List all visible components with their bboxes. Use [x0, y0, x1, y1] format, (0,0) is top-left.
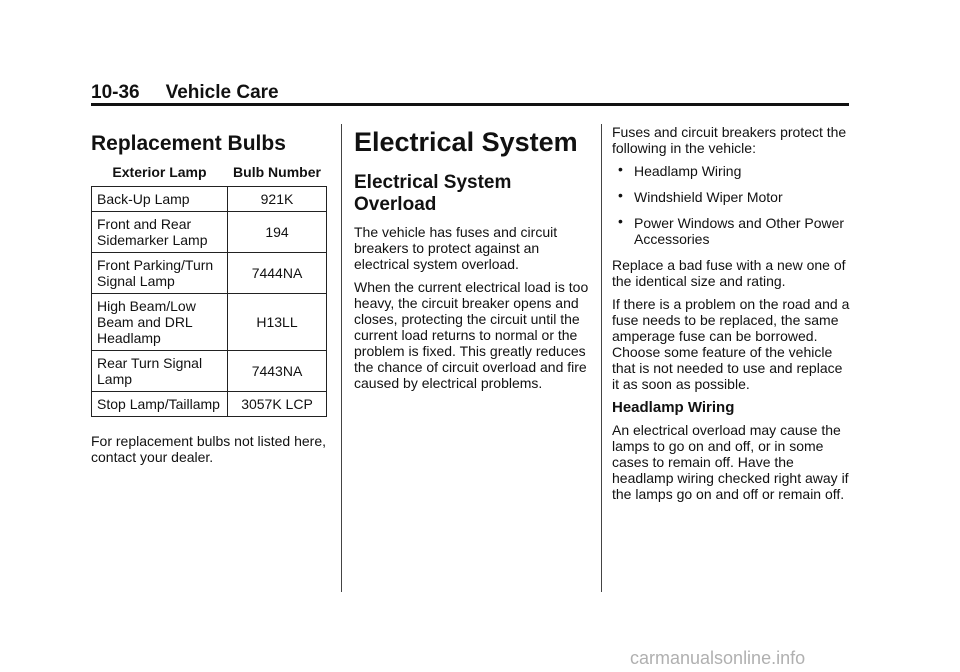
table-row	[92, 212, 327, 253]
lamp-cell: Front and Rear Sidemarker Lamp	[92, 212, 228, 253]
bulb-cell: H13LL	[228, 294, 327, 351]
bulb-cell: 194	[228, 212, 327, 253]
column-divider	[601, 124, 602, 592]
table-row	[92, 187, 327, 212]
paragraph: The vehicle has fuses and circuit breakers to protect against an electrical system overload.	[354, 224, 558, 272]
bulb-cell: 7443NA	[228, 351, 327, 392]
list-item: • Windshield Wiper Motor	[618, 187, 783, 205]
heading-electrical-system: Electrical System	[354, 127, 578, 157]
page-header	[91, 82, 279, 104]
subheading-headlamp-wiring: Headlamp Wiring	[612, 399, 735, 416]
lamp-cell: Stop Lamp/Taillamp	[92, 392, 228, 417]
paragraph: When the current electrical load is too heavy, the circuit breaker opens and closes, protecting the circuit until the current load returns to normal or the problem is fixed. This greatly reduces the chance of circuit overload and fire caused by electrical problems.	[354, 279, 589, 391]
table-row	[92, 392, 327, 417]
column-electrical-system	[354, 124, 590, 398]
bullet-icon: •	[618, 161, 623, 177]
table-row	[92, 351, 327, 392]
table-row	[92, 294, 327, 351]
protected-list	[612, 163, 852, 247]
header-rule	[91, 103, 849, 106]
heading-replacement-bulbs: Replacement Bulbs	[91, 132, 286, 155]
bullet-icon: •	[618, 213, 623, 229]
paragraph: An electrical overload may cause the lamps to go on and off, or in some cases to remain off. Have the headlamp wiring checked right away if the lamps go on and off or remain off.	[612, 422, 849, 502]
bullet-icon: •	[618, 187, 623, 203]
section-title: Vehicle Care	[165, 82, 279, 103]
lamp-cell: High Beam/Low Beam and DRL Headlamp	[92, 294, 228, 351]
watermark: carmanualsonline.info	[630, 648, 806, 668]
column-fuses	[612, 124, 852, 509]
column-header-bulb-number: Bulb Number	[233, 164, 321, 180]
dealer-note: For replacement bulbs not listed here, contact your dealer.	[91, 433, 327, 465]
subheading-overload: Electrical System Overload	[354, 172, 512, 215]
table-row	[92, 253, 327, 294]
list-item: • Power Windows and Other Power Accessories	[618, 213, 845, 247]
page-number: 10-36	[91, 82, 140, 103]
column-header-exterior-lamp: Exterior Lamp	[112, 164, 207, 180]
bulb-cell: 921K	[228, 187, 327, 212]
table-header-row	[92, 162, 327, 187]
bulb-cell: 7444NA	[228, 253, 327, 294]
paragraph: Replace a bad fuse with a new one of the identical size and rating.	[612, 257, 846, 289]
column-divider	[341, 124, 342, 592]
lamp-cell: Front Parking/Turn Signal Lamp	[92, 253, 228, 294]
paragraph: Fuses and circuit breakers protect the following in the vehicle:	[612, 124, 847, 156]
column-replacement-bulbs	[91, 124, 327, 472]
bulb-cell: 3057K LCP	[228, 392, 327, 417]
list-item: • Headlamp Wiring	[618, 161, 742, 179]
lamp-cell: Back-Up Lamp	[92, 187, 228, 212]
bulb-table	[91, 162, 327, 417]
lamp-cell: Rear Turn Signal Lamp	[92, 351, 228, 392]
paragraph: If there is a problem on the road and a fuse needs to be replaced, the same amperage fuse can be borrowed. Choose some feature of the vehicle that is not needed to use and replace it as soon as possible.	[612, 296, 850, 392]
